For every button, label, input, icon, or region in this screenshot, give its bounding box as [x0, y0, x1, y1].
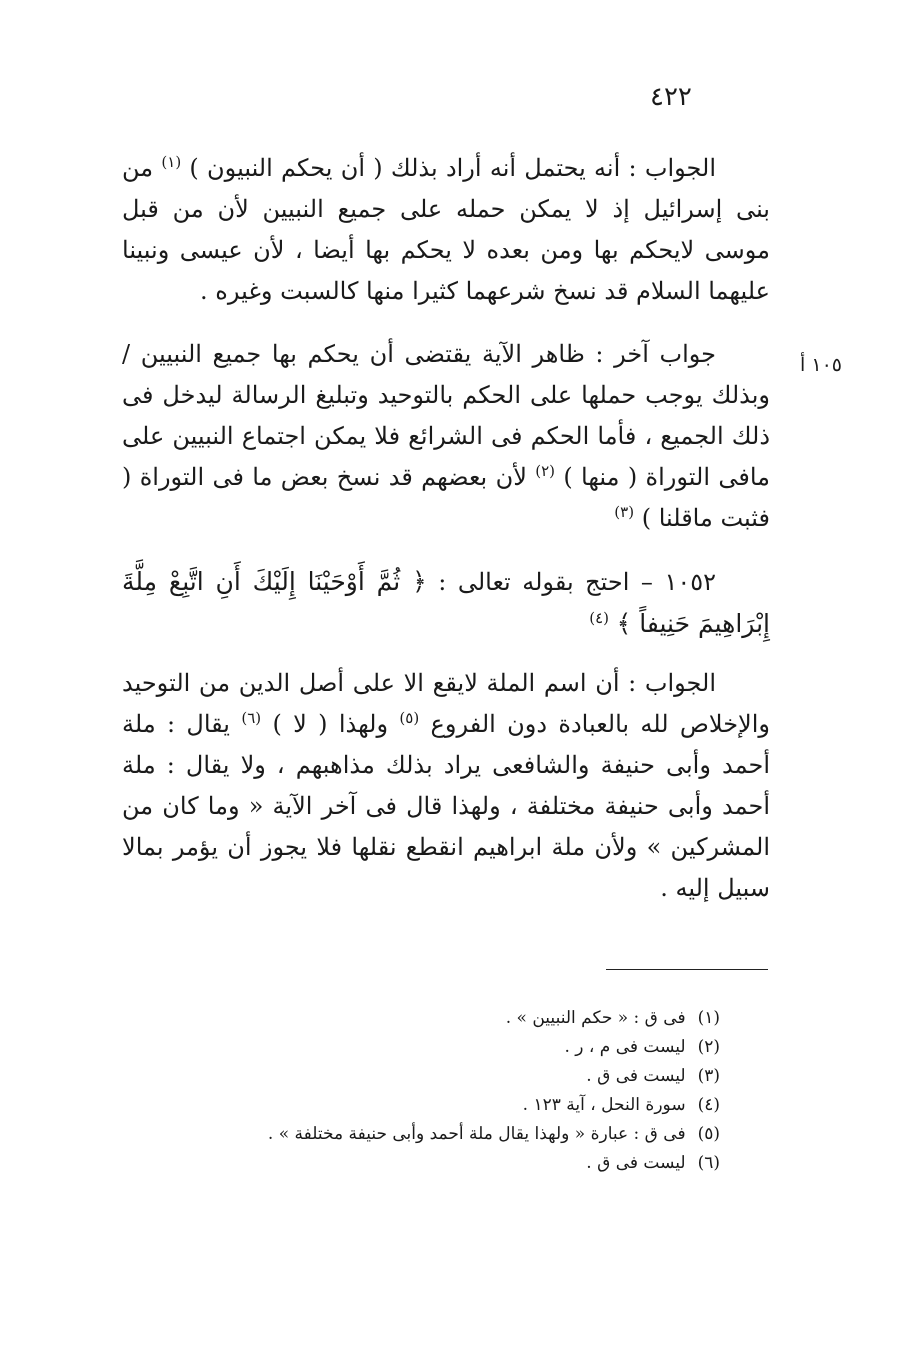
text-run: الجواب : أنه يحتمل أنه أراد بذلك ( أن يحكم النبيون ) [181, 154, 716, 182]
text-run: يقال : ملة أحمد وأبى حنيفة والشافعى يراد بذلك مذاهبهم ، ولا يقال : ملة أحمد وأبى حنيفة مختلفة ، ولهذا قال فى آخر الآية « وما كان من المشركين » ولأن ملة ابراهيم انقطع نقلها فلا يجوز أن يؤمر بمالا سبيل إليه . [122, 710, 770, 902]
footnote [190, 1004, 720, 1033]
margin-folio-note: ١٠٥ أ [800, 354, 842, 376]
paragraph [122, 561, 770, 645]
footnote-text: ليست فى ق . [586, 1066, 686, 1086]
footnote-number: (٦) [697, 1153, 720, 1173]
main-text [122, 148, 770, 931]
paragraph [122, 148, 770, 312]
footnote-number: (٤) [697, 1095, 720, 1115]
footnote-separator [606, 969, 768, 970]
footnote-ref: (١) [161, 153, 182, 171]
footnote [190, 1033, 720, 1062]
text-run: ١٠٥٢ – احتج بقوله تعالى : [426, 568, 716, 596]
footnote-number: (٢) [697, 1037, 720, 1057]
quran-verse: ﴿ ثُمَّ أَوْحَيْنَا إِلَيْكَ أَنِ اتَّبِعْ مِلَّةَ إِبْرَاهِيمَ حَنِيفاً ﴾ [122, 567, 770, 638]
paragraph [122, 334, 770, 539]
text-run: الجواب : أن اسم الملة لايقع الا على أصل الدين من التوحيد والإخلاص لله بالعبادة دون الفروع [122, 669, 770, 738]
footnotes [190, 1004, 720, 1178]
footnote-ref: (٥) [399, 709, 420, 727]
text-run: من بنى إسرائيل إذ لا يمكن حمله على جميع النبيين لأن من قبل موسى لايحكم بها ومن بعده لا يحكم بها أيضا ، لأن عيسى ونبينا عليهما السلام قد نسخ شرعهما كثيرا منها كالسبت وغيره . [122, 154, 770, 305]
text-run: ولهذا ( لا ) [261, 710, 400, 738]
footnote-text: سورة النحل ، آية ١٢٣ . [522, 1095, 686, 1115]
footnote-ref: (٢) [535, 462, 556, 480]
text-run [609, 610, 617, 638]
footnote-text: فى ق : « حكم النبيين » . [505, 1008, 686, 1028]
footnote [190, 1062, 720, 1091]
footnote-number: (٥) [697, 1124, 720, 1144]
footnote-ref: (٦) [241, 709, 262, 727]
footnote-ref: (٤) [589, 609, 609, 627]
page-number: ٤٢٢ [650, 82, 692, 112]
footnote [190, 1091, 720, 1120]
footnote [190, 1120, 720, 1149]
footnote-number: (٣) [697, 1066, 720, 1086]
footnote [190, 1149, 720, 1178]
footnote-number: (١) [697, 1008, 720, 1028]
footnote-text: فى ق : عبارة « ولهذا يقال ملة أحمد وأبى حنيفة مختلفة » . [267, 1124, 686, 1144]
footnote-ref: (٣) [614, 503, 635, 521]
footnote-text: ليست فى ق . [586, 1153, 686, 1173]
footnote-text: ليست فى م ، ر . [564, 1037, 686, 1057]
text-run: لأن بعضهم قد نسخ بعض ما فى التوراة ( فثبت ماقلنا ) [122, 463, 770, 532]
paragraph [122, 663, 770, 909]
text-run: جواب آخر : ظاهر الآية يقتضى أن يحكم بها جميع النبيين / وبذلك يوجب حملها على الحكم بالتوحيد وتبليغ الرسالة ليدخل فى ذلك الجميع ، فأما الحكم فى الشرائع فلا يمكن اجتماع النبيين على مافى التوراة ( منها ) [122, 340, 771, 491]
